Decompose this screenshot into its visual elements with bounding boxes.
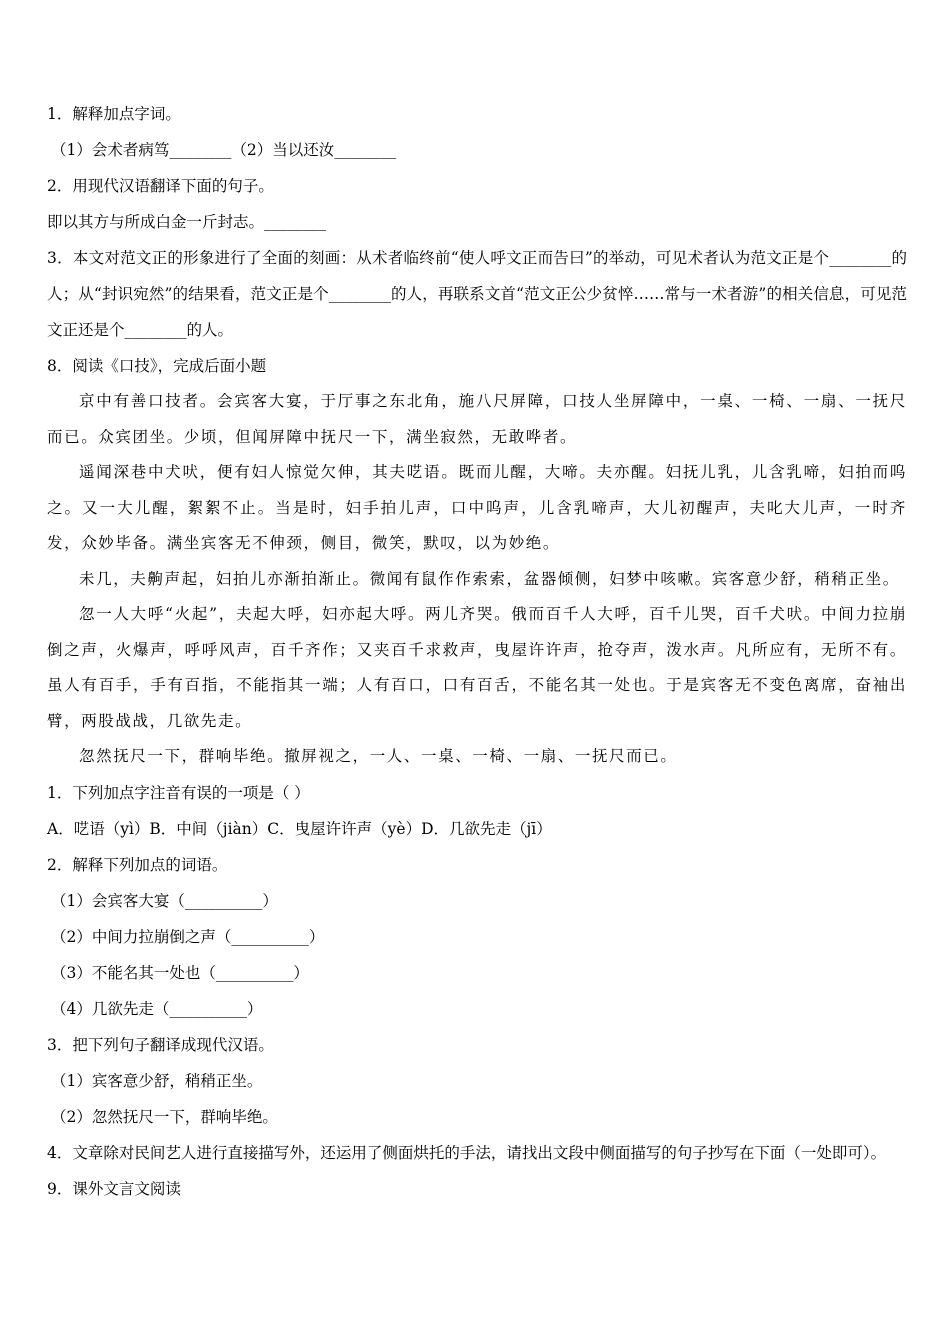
question-7-1: 1．解释加点字词。	[47, 105, 181, 123]
question-8-2-item: （1）会宾客大宴（__________）	[51, 891, 278, 910]
section-8-heading: 8．阅读《口技》，完成后面小题	[47, 357, 267, 375]
question-8-3-item: （1）宾客意少舒，稍稍正坐。	[51, 1071, 263, 1090]
question-8-3: 3．把下列句子翻译成现代汉语。	[47, 1035, 274, 1054]
question-7-2: 2．用现代汉语翻译下面的句子。	[47, 177, 274, 195]
passage-paragraph: 京中有善口技者。会宾客大宴，于厅事之东北角，施八尺屏障，口技人坐屏障中，一桌、一椅、一扇、一抚尺而已。众宾团坐。少顷，但闻屏障中抚尺一下，满坐寂然，无敢哗者。	[47, 392, 907, 446]
passage-kouji	[47, 384, 907, 775]
question-7-1-items: （1）会术者病笃________（2）当以还汝________	[51, 141, 397, 159]
question-7-2-sentence: 即以其方与所成白金一斤封志。________	[47, 213, 327, 231]
section-9-heading: 9．课外文言文阅读	[47, 1179, 181, 1198]
question-8-2-item: （4）几欲先走（__________）	[51, 999, 263, 1018]
question-8-3-item: （2）忽然抚尺一下，群响毕绝。	[51, 1107, 278, 1126]
passage-paragraph: 忽然抚尺一下，群响毕绝。撤屏视之，一人、一桌、一椅、一扇、一抚尺而已。	[79, 747, 678, 765]
question-8-1: 1．下列加点字注音有误的一项是（ ）	[47, 783, 310, 802]
question-8-1-options: A．呓语（yì）B．中间（jiàn）C．曳屋许许声（yè）D．几欲先走（jī）	[47, 819, 552, 838]
passage-paragraph: 未几，夫齁声起，妇拍儿亦渐拍渐止。微闻有鼠作作索索，盆器倾侧，妇梦中咳嗽。宾客意少舒，稍稍正坐。	[79, 569, 900, 588]
question-8-2-item: （2）中间力拉崩倒之声（__________）	[51, 927, 325, 946]
question-8-4: 4．文章除对民间艺人进行直接描写外，还运用了侧面烘托的手法，请找出文段中侧面描写的句子抄写在下面（一处即可）。	[47, 1143, 887, 1162]
passage-paragraph: 遥闻深巷中犬吠，便有妇人惊觉欠伸，其夫呓语。既而儿醒，大啼。夫亦醒。妇抚儿乳，儿含乳啼，妇拍而呜之。又一大儿醒，絮絮不止。当是时，妇手拍儿声，口中呜声，儿含乳啼声，大儿初醒声，夫叱大儿声，一时齐发，众妙毕备。满坐宾客无不伸颈，侧目，微笑，默叹，以为妙绝。	[47, 463, 907, 552]
passage-paragraph: 忽一人大呼“火起”，夫起大呼，妇亦起大呼。两儿齐哭。俄而百千人大呼，百千儿哭，百千犬吠。中间力拉崩倒之声，火爆声，呼呼风声，百千齐作；又夹百千求救声，曳屋许许声，抢夺声，泼水声。凡所应有，无所不有。虽人有百手，手有百指，不能指其一端；人有百口，口有百舌，不能名其一处也。于是宾客无不变色离席，奋袖出臂，两股战战，几欲先走。	[47, 605, 907, 730]
question-8-2-item: （3）不能名其一处也（__________）	[51, 963, 309, 982]
question-7-3: 3．本文对范文正的形象进行了全面的刻画：从术者临终前“使人呼文正而告曰”的举动，可见术者认为范文正是个________的人；从“封识宛然”的结果看，范文正是个________的人，再联系文首“范文正公少贫悴……常与一术者游”的相关信息，可见范文正还是个________的人。	[47, 249, 907, 339]
question-8-2: 2．解释下列加点的词语。	[47, 855, 228, 874]
document-page	[47, 96, 907, 1207]
